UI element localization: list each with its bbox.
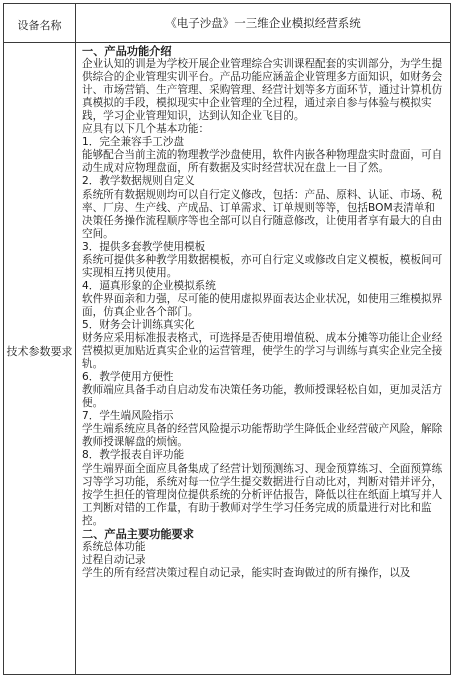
paragraph: 学生端系统应具备的经营风险提示功能帮助学生降低企业经营破产风险，解除教师授课解盘的烦恼。 bbox=[82, 423, 443, 449]
paragraph: 教师端应具备手动自启动发布决策任务功能，教师授课轻松自如，更加灵活方便。 bbox=[82, 384, 443, 410]
feature-heading: 8．教学报表自评功能 bbox=[82, 449, 185, 462]
feature-heading: 3．提供多套教学使用模板 bbox=[82, 240, 206, 253]
requirements-content bbox=[82, 45, 444, 580]
paragraph: 财务应采用标准报表格式，可选择是否使用增值税、成本分摊等功能让企业经营模拟更加贴近真实企业的运营管理，使学生的学习与训练与真实企业完全接轨。 bbox=[82, 332, 443, 371]
feature-heading: 1．完全兼容手工沙盘 bbox=[82, 136, 185, 149]
paragraph: 企业认知的训是为学校开展企业管理综合实训课程配套的实训部分，为学生提供综合的企业管理实训平台。产品功能应涵盖企业管理多方面知识，如财务会计、市场营销、生产管理、采购管理、经营计划等多方面环节，通过计算机仿真模拟的手段，模拟现实中企业管理的全过程，通过亲自参与体验与模拟实践，学习企业管理知识，达到认知企业飞目的。 bbox=[82, 58, 443, 123]
paragraph: 应具有以下几个基本功能： bbox=[82, 123, 210, 136]
equipment-name-label: 设备名称 bbox=[17, 19, 62, 32]
spec-table bbox=[3, 3, 451, 675]
feature-heading: 7．学生端风险指示 bbox=[82, 410, 174, 423]
row-divider bbox=[4, 42, 450, 43]
section-heading: 一、产品功能介绍 bbox=[82, 45, 172, 58]
feature-heading: 2．教学数据规则自定义 bbox=[82, 175, 195, 188]
paragraph: 能够配合当前主流的物理教学沙盘使用，软件内嵌各种物理盘实时盘面，可自动生成对应物理盘面，所有数据及实时经营状况在盘上一目了然。 bbox=[82, 149, 443, 175]
feature-heading: 5．财务会计训练真实化 bbox=[82, 318, 195, 331]
tech-requirements-label: 技术参数要求 bbox=[6, 345, 73, 358]
section-heading: 二、产品主要功能要求 bbox=[82, 527, 194, 541]
paragraph: 软件界面亲和力强，尽可能的使用虚拟界面表达企业状况，如使用三维模拟界面，仿真企业各个部门。 bbox=[82, 292, 443, 318]
feature-heading: 4．逼真形象的企业模拟系统 bbox=[82, 279, 216, 292]
paragraph: 学生的所有经营决策过程自动记录，能实时查询做过的所有操作，以及 bbox=[82, 566, 411, 579]
feature-heading: 6．教学使用方便性 bbox=[82, 371, 174, 384]
paragraph: 系统可提供多种教学用数据模板，亦可自行定义或修改自定义模板，模板间可实现相互拷贝使用。 bbox=[82, 253, 443, 279]
equipment-title: 《电子沙盘》一三维企业模拟经营系统 bbox=[165, 16, 361, 30]
column-divider bbox=[75, 4, 76, 674]
paragraph: 学生端界面全面应具备集成了经营计划预测练习、现金预算练习、全面预算练习等学习功能，系统对每一位学生提交数据进行自动比对，判断对错并评分，按学生担任的管理岗位提供系统的分析评估报告，降低以往在纸面上填写并人工判断对错的工作量，有助于教师对学生学习任务完成的质量进行对比和监控。 bbox=[82, 462, 443, 527]
paragraph: 过程自动记录 bbox=[82, 553, 146, 566]
paragraph: 系统所有数据规则均可以自行定义修改，包括：产品、原料、认证、市场、税率、厂房、生产线、产成品、订单需求、订单规则等等，包括BOM表清单和决策任务操作流程顺序等也全部可以自行随意修改，让使用者享有最大的自由空间。 bbox=[82, 188, 443, 240]
paragraph: 系统总体功能 bbox=[82, 540, 146, 553]
